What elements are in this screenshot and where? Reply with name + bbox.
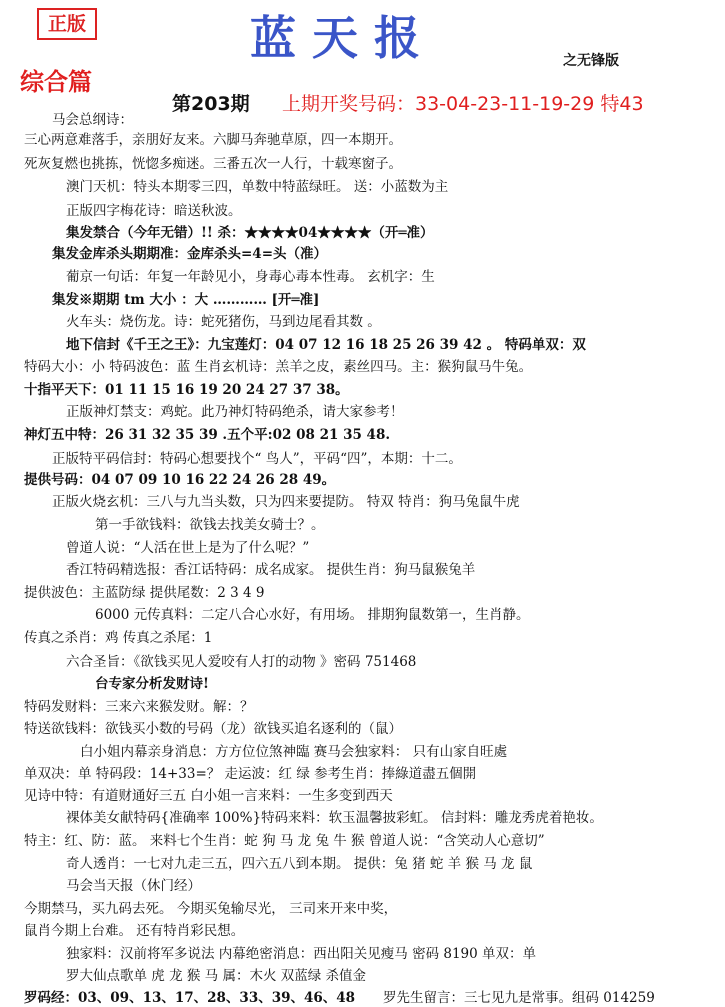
text-line: 集发※期期 tm 大小 ：大 ………… [开═准] [52,292,320,308]
text-line: 特码发财料：三来六来猴发财。解：？ [24,699,254,715]
text-line: 澳门天机：特头本期零三四，单数中特蓝绿旺。 送：小蓝数为主 [66,179,449,195]
text-line: 6000 元传真料：二定八合心水好，有用场。 排期狗鼠数第一，生肖静。 [95,607,530,623]
text-line: 罗先生留言：三七见九是常事。组码 014259 [383,990,655,1006]
edition-badge: 正版 [37,8,97,40]
text-line: 罗大仙点歌单 虎 龙 猴 马 属：木火 双蓝绿 杀值金 [66,968,367,984]
text-line: 今期禁马，买九码去死。 今期买兔输尽光， 三司来开来中奖， [24,901,398,917]
text-line: 十指平天下：01 11 15 16 19 20 24 27 37 38。 [24,382,349,398]
text-line: 六合圣旨：《欲钱买见人爱咬有人打的动物 》密码 751468 [66,654,417,670]
text-line: 集发金库杀头期期准：金库杀头=4=头（准） [52,246,328,262]
text-line: 奇人透肖：一七对九走三五，四六五八到本期。 提供：兔 猪 蛇 羊 猴 马 龙 鼠 [66,856,533,872]
text-line: 马会当天报（休门经） [66,878,201,894]
text-line: 裸体美女献特码{准确率 100%}特码来料：软玉温馨披彩虹。 信封料：雕龙秀虎着艳妆。 [66,810,603,826]
text-line: 特主：红、防：蓝。 来料七个生肖：蛇 狗 马 龙 兔 牛 猴 曾道人说：“含笑动人心意切” [24,833,545,849]
text-line: 传真之杀肖：鸡 传真之杀尾：1 [24,630,213,646]
text-line: 马会总纲诗： [52,112,133,128]
text-line: 香江特码精选报：香江话特码：成名成家。 提供生肖：狗马鼠猴兔羊 [66,562,476,578]
text-line: 地下信封《千王之王》：九宝莲灯：04 07 12 16 18 25 26 39 42 。 特码单双：双 [66,337,586,353]
text-line: 提供波色：主蓝防绿 提供尾数：2 3 4 9 [24,585,265,601]
edition-name: 之无锋版 [563,53,619,69]
text-line: 神灯五中特：26 31 32 35 39 .五个平:02 08 21 35 48. [24,427,391,443]
text-line: 正版火烧玄机：三八与九当头数，只为四来要提防。 特双 特肖：狗马兔鼠牛虎 [52,494,520,510]
text-line: 独家料：汉前将军多说法 内幕绝密消息：西出阳关见瘦马 密码 8190 单双：单 [66,946,537,962]
text-line: 白小姐内幕亲身消息：方方位位煞神臨 赛马会独家料： 只有山家自旺處 [80,744,508,760]
text-line: 正版特平码信封：特码心想要找个“ 鸟人”，平码“四”，本期：十二。 [52,451,462,467]
section-title: 综合篇 [20,68,92,96]
text-line: 葡京一句话：年复一年龄见小，身毒心毒本性毒。 玄机字：生 [66,269,435,285]
text-line: 火车头：烧伤龙。诗：蛇死猪伤，马到边尾看其数 。 [66,314,381,330]
text-line: 正版四字梅花诗：暗送秋波。 [66,203,242,219]
text-line: 死灰复燃也挑拣，恍惚多痴迷。三番五次一人行，十载寒窗子。 [24,156,402,172]
text-line: 台专家分析发财诗! [95,676,209,692]
issue-number: 第203期 [172,93,250,115]
text-line: 鼠肖今期上台难。 还有特肖彩民想。 [24,923,245,939]
text-line: 见诗中特：有道财通好三五 白小姐一言来料：一生多变到西天 [24,788,393,804]
last-draw-numbers: 上期开奖号码：33-04-23-11-19-29 特43 [282,93,644,115]
text-line: 三心两意难落手，亲朋好友来。六脚马奔驰草原，四一本期开。 [24,132,402,148]
text-line: 特码大小：小 特码波色：蓝 生肖玄机诗：羔羊之皮，素丝四马。主：猴狗鼠马牛兔。 [24,359,533,375]
text-line: 特送欲钱料：欲钱买小数的号码（龙）欲钱买追名逐利的（鼠） [24,721,402,737]
text-line: 提供号码：04 07 09 10 16 22 24 26 28 49。 [24,472,336,488]
text-line: 罗码经：03、09、13、17、28、33、39、46、48 [24,990,356,1006]
text-line: 曾道人说：“人活在世上是为了什么呢？” [66,540,310,556]
newspaper-title: 蓝天报 [250,11,436,65]
text-line: 正版神灯禁支：鸡蛇。此乃神灯特码绝杀，请大家参考！ [66,404,404,420]
text-line: 集发禁合（今年无错）!! 杀：★★★★04★★★★（开═准） [66,225,434,241]
text-line: 单双决：单 特码段：14+33=？ 走运波：红 绿 参考生肖：捧綠道盡五個開 [24,766,477,782]
text-line: 第一手欲钱料：欲钱去找美女骑士？。 [95,517,325,533]
